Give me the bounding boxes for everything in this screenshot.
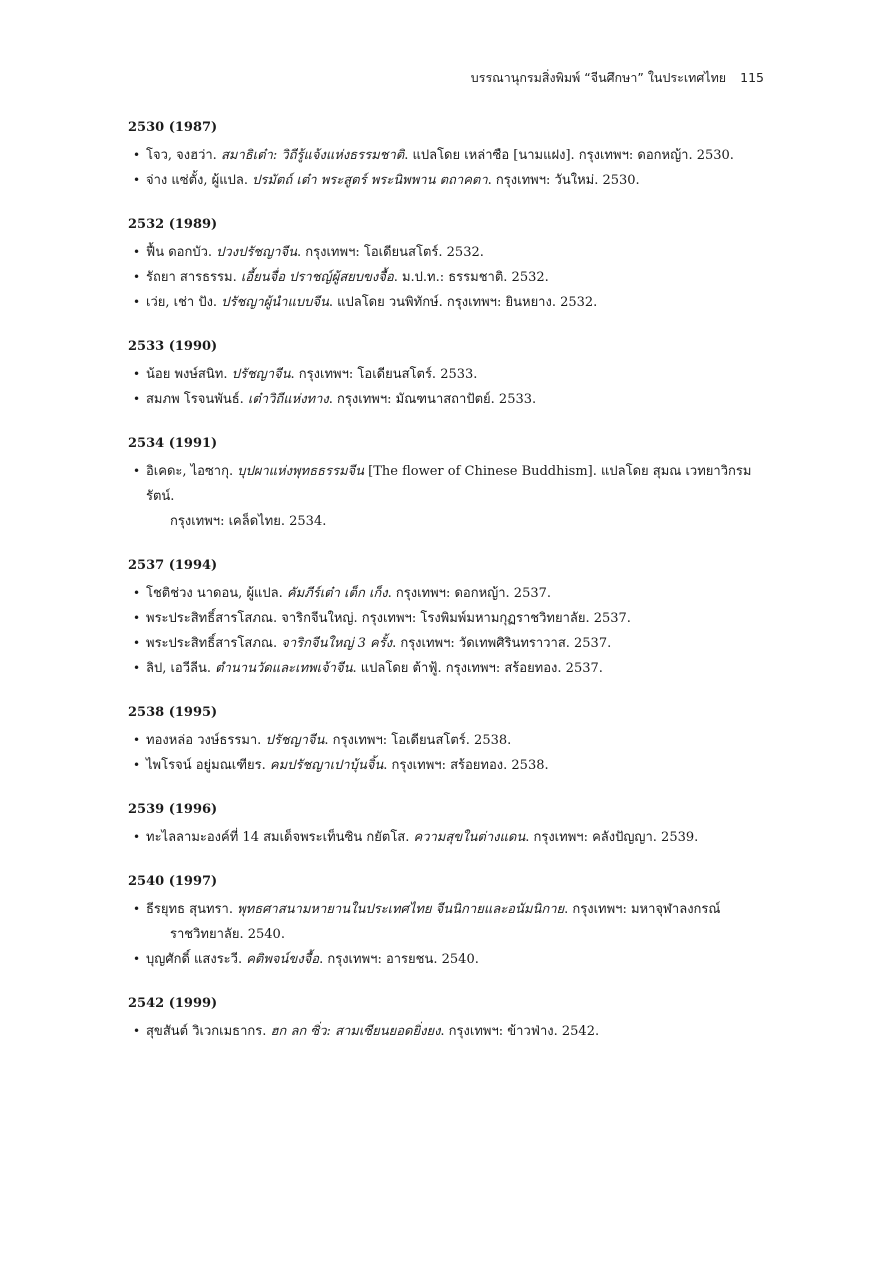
entry-author: โจว, จงฮว่า. [146, 148, 221, 163]
entry-publication: . ม.ป.ท.: ธรรมชาติ. 2532. [393, 270, 549, 285]
entry-title: ปรัชญาผู้นำแบบจีน [221, 295, 329, 310]
bullet-icon: • [133, 464, 141, 478]
entry-publication: . กรุงเทพฯ: คลังปัญญา. 2539. [525, 830, 699, 845]
entry-publication: . แปลโดย เหล่าซือ [นามแฝง]. กรุงเทพฯ: ดอกหญ้า. 2530. [404, 148, 734, 163]
entry-title: บุปผาแห่งพุทธธรรมจีน [237, 464, 365, 479]
bullet-icon: • [133, 636, 141, 650]
year-section [128, 118, 768, 193]
running-header [471, 68, 764, 88]
entry-publication: . กรุงเทพฯ: ข้าวฟ่าง. 2542. [440, 1024, 600, 1039]
bibliography-entry [128, 631, 768, 656]
year-heading: 2537 (1994) [128, 558, 218, 573]
entry-title: สมาธิเต๋า: วิถีรู้แจ้งแห่งธรรมชาติ [220, 148, 405, 163]
entry-publication: . กรุงเทพฯ: มัณฑนาสถาปัตย์. 2533. [328, 392, 537, 407]
entry-author: เว่ย, เช่า ปัง. [146, 295, 222, 310]
year-heading: 2532 (1989) [128, 217, 218, 232]
bibliography-entry [128, 290, 768, 315]
bibliography-entry [128, 947, 768, 972]
entry-author: จ่าง แซ่ตั้ง, ผู้แปล. [146, 173, 253, 188]
entry-title: คมปรัชญาเปาบุ้นจิ้น [269, 758, 384, 773]
entry-author: ธีรยุทธ สุนทรา. [146, 902, 238, 917]
bibliography-entry [128, 240, 768, 265]
bullet-icon: • [133, 1024, 141, 1038]
year-heading: 2542 (1999) [128, 996, 218, 1011]
bullet-icon: • [133, 367, 141, 381]
bibliography-entry [128, 753, 768, 778]
bullet-icon: • [133, 661, 141, 675]
bullet-icon: • [133, 270, 141, 284]
bullet-icon: • [133, 295, 141, 309]
entry-publication: . กรุงเทพฯ: สร้อยทอง. 2538. [383, 758, 549, 773]
entry-author: ไพโรจน์ อยู่มณเฑียร. [146, 758, 270, 773]
bullet-icon: • [133, 586, 141, 600]
entry-author: ฟื้น ดอกบัว. [146, 245, 217, 260]
entry-title: ปรมัตถ์ เต๋า พระสูตร์ พระนิพพาน ตถาคตา [252, 173, 488, 188]
entry-author: โชติช่วง นาดอน, ผู้แปล. [146, 586, 287, 601]
entry-publication: . กรุงเทพฯ: อารยชน. 2540. [319, 952, 479, 967]
entry-publication: . แปลโดย ต้าฟู้. กรุงเทพฯ: สร้อยทอง. 2537. [352, 661, 603, 676]
entry-publication: . กรุงเทพฯ: โอเดียนสโตร์. 2533. [290, 367, 478, 382]
entry-publication: . กรุงเทพฯ: โอเดียนสโตร์. 2538. [324, 733, 512, 748]
year-section [128, 872, 768, 972]
entry-publication: . กรุงเทพฯ: มหาจุฬาลงกรณ์ [564, 902, 721, 917]
entry-list [128, 240, 768, 315]
entry-author: สมภพ โรจนพันธ์. [146, 392, 248, 407]
entry-title: ปวงปรัชญาจีน [216, 245, 298, 260]
entry-publication: [The flower of Chinese Buddhism]. แปลโดย สุมณ เวทยาวิกรมรัตน์. [146, 464, 752, 504]
year-section [128, 703, 768, 778]
entry-publication: กรุงเทพฯ: โรงพิมพ์มหามกุฏราชวิทยาลัย. 2537. [361, 611, 631, 626]
bullet-icon: • [133, 758, 141, 772]
entry-author: ทะไลลามะองค์ที่ 14 สมเด็จพระเท็นซิน กยัตโส. [146, 830, 414, 845]
entry-list [128, 825, 768, 850]
entry-list [128, 581, 768, 681]
bibliography-entry [128, 1019, 768, 1044]
bibliography-entry [128, 168, 768, 193]
year-section [128, 215, 768, 315]
year-section [128, 556, 768, 681]
entry-publication: . กรุงเทพฯ: วันใหม่. 2530. [487, 173, 640, 188]
bibliography-entry [128, 362, 768, 387]
entry-author: บุญศักดิ์ แสงระวี. [146, 952, 247, 967]
bullet-icon: • [133, 148, 141, 162]
year-section [128, 994, 768, 1044]
bullet-icon: • [133, 245, 141, 259]
entry-title: เต๋าวิถีแห่งทาง [247, 392, 329, 407]
bibliography-entry [128, 606, 768, 631]
bullet-icon: • [133, 830, 141, 844]
bibliography-list [128, 118, 768, 1066]
entry-publication: . กรุงเทพฯ: วัดเทพศิรินทราวาส. 2537. [392, 636, 612, 651]
year-heading: 2540 (1997) [128, 874, 218, 889]
entry-list [128, 459, 768, 534]
entry-title: ปรัชญาจีน [231, 367, 291, 382]
entry-title: จาริกจีนใหญ่ 3 ครั้ง [281, 636, 393, 651]
entry-continuation: กรุงเทพฯ: เคล็ดไทย. 2534. [170, 514, 327, 529]
bullet-icon: • [133, 611, 141, 625]
entry-list [128, 897, 768, 972]
year-heading: 2538 (1995) [128, 705, 218, 720]
entry-author: อิเคดะ, ไอซากุ. [146, 464, 238, 479]
bullet-icon: • [133, 902, 141, 916]
entry-title: เอี้ยนจื่อ ปราชญ์ผู้สยบขงจื้อ [240, 270, 394, 285]
entry-list [128, 728, 768, 778]
entry-title: ปรัชญาจีน [265, 733, 325, 748]
entry-publication: . แปลโดย วนพิทักษ์. กรุงเทพฯ: ยินหยาง. 2532. [328, 295, 598, 310]
entry-title: พุทธศาสนามหายานในประเทศไทย จีนนิกายและอนัมนิกาย [237, 902, 565, 917]
entry-title: ฮก ลก ซิ่ว: สามเซียนยอดยิ่งยง [270, 1024, 441, 1039]
entry-author: สุขสันต์ วิเวกเมธากร. [146, 1024, 271, 1039]
running-title: บรรณานุกรมสิ่งพิมพ์ “จีนศึกษา” ในประเทศไทย [470, 70, 727, 85]
entry-author: ทองหล่อ วงษ์ธรรมา. [146, 733, 266, 748]
entry-author: รัถยา สารธรรม. [146, 270, 241, 285]
entry-list [128, 1019, 768, 1044]
year-heading: 2534 (1991) [128, 436, 218, 451]
entry-author: น้อย พงษ์สนิท. [146, 367, 232, 382]
entry-title: คัมภีร์เต๋า เต็ก เก็ง [286, 586, 388, 601]
entry-title: ความสุขในต่างแดน [413, 830, 526, 845]
bibliography-entry [128, 728, 768, 753]
bullet-icon: • [133, 733, 141, 747]
entry-list [128, 143, 768, 193]
bibliography-entry [128, 581, 768, 606]
year-section [128, 434, 768, 534]
bullet-icon: • [133, 173, 141, 187]
entry-title: ตำนานวัดและเทพเจ้าจีน [215, 661, 353, 676]
bibliography-entry [128, 265, 768, 290]
year-heading: 2530 (1987) [128, 120, 218, 135]
entry-author: ลิป, เอวีลีน. [146, 661, 216, 676]
bibliography-entry [128, 387, 768, 412]
year-heading: 2539 (1996) [128, 802, 218, 817]
bullet-icon: • [133, 392, 141, 406]
bibliography-entry [128, 656, 768, 681]
year-section [128, 337, 768, 412]
entry-list [128, 362, 768, 412]
bibliography-entry [128, 897, 768, 947]
entry-author: พระประสิทธิ์สารโสภณ. [146, 636, 282, 651]
bibliography-entry [128, 825, 768, 850]
entry-publication: . กรุงเทพฯ: โอเดียนสโตร์. 2532. [297, 245, 484, 260]
page-number: 115 [740, 70, 764, 85]
entry-title: คติพจน์ขงจื้อ [246, 952, 320, 967]
year-section [128, 800, 768, 850]
bullet-icon: • [133, 952, 141, 966]
entry-publication: . กรุงเทพฯ: ดอกหญ้า. 2537. [387, 586, 552, 601]
bibliography-entry [128, 143, 768, 168]
entry-author: พระประสิทธิ์สารโสภณ. จาริกจีนใหญ่. [146, 611, 362, 626]
bibliography-entry [128, 459, 768, 534]
year-heading: 2533 (1990) [128, 339, 218, 354]
entry-continuation: ราชวิทยาลัย. 2540. [170, 927, 285, 942]
